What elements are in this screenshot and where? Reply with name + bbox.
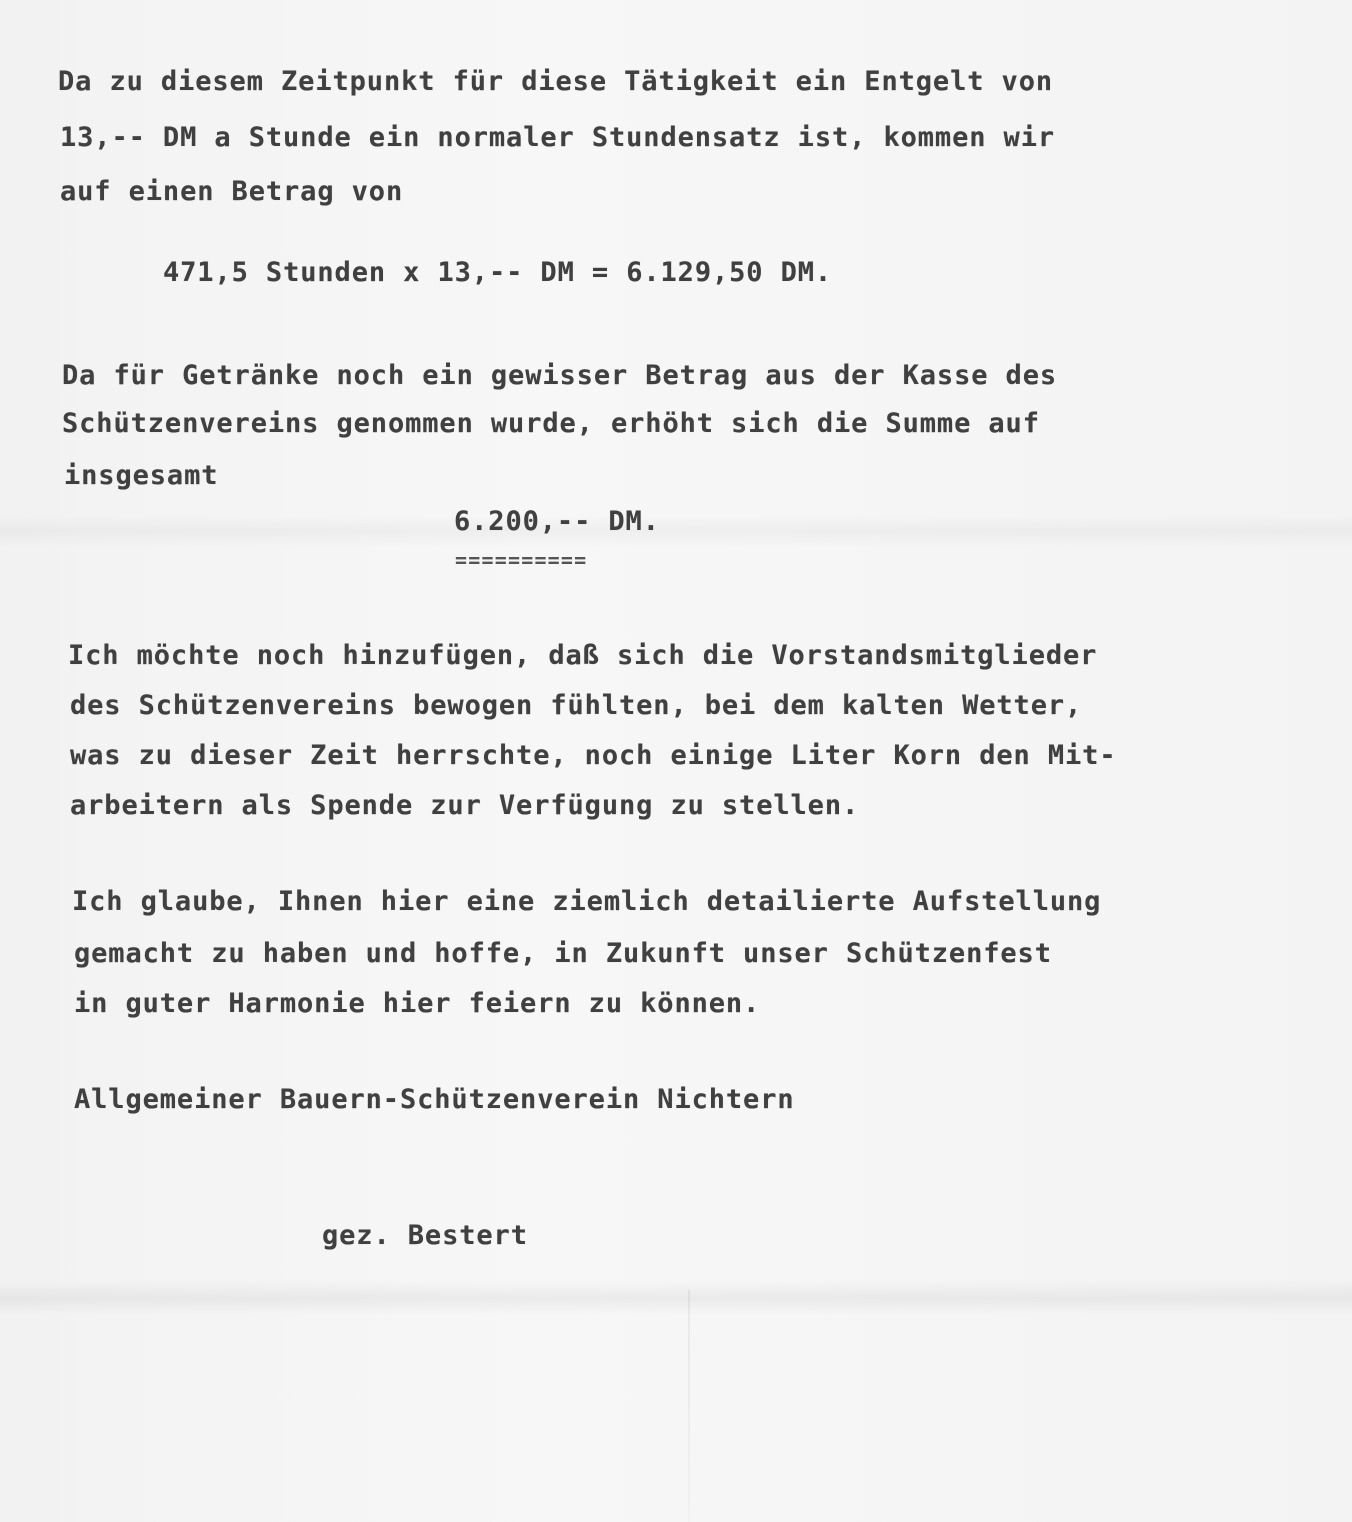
paper-fold bbox=[688, 1290, 690, 1522]
sender-name: Allgemeiner Bauern-Schützenverein Nichtern bbox=[74, 1084, 795, 1115]
paragraph2-line2: Schützenvereins genommen wurde, erhöht sich die Summe auf bbox=[62, 408, 1040, 439]
total-amount: 6.200,-- DM. bbox=[454, 506, 660, 537]
calculation-line: 471,5 Stunden x 13,-- DM = 6.129,50 DM. bbox=[163, 257, 833, 288]
paragraph1-line1: Da zu diesem Zeitpunkt für diese Tätigkeit ein Entgelt von bbox=[58, 66, 1054, 97]
paragraph1-line3: auf einen Betrag von bbox=[60, 176, 404, 207]
paragraph3-line3: was zu dieser Zeit herrschte, noch einige Liter Korn den Mit- bbox=[70, 740, 1117, 771]
paragraph3-line4: arbeitern als Spende zur Verfügung zu stellen. bbox=[70, 790, 860, 821]
paragraph2-line1: Da für Getränke noch ein gewisser Betrag aus der Kasse des bbox=[62, 360, 1058, 391]
paragraph2-line3: insgesamt bbox=[64, 460, 219, 491]
paragraph1-line2: 13,-- DM a Stunde ein normaler Stundensatz ist, kommen wir bbox=[60, 122, 1056, 153]
paragraph3-line1: Ich möchte noch hinzufügen, daß sich die Vorstandsmitglieder bbox=[68, 640, 1098, 671]
signature: gez. Bestert bbox=[322, 1220, 528, 1251]
paragraph4-line3: in guter Harmonie hier feiern zu können. bbox=[74, 988, 761, 1019]
paragraph4-line2: gemacht zu haben und hoffe, in Zukunft unser Schützenfest bbox=[74, 938, 1052, 969]
total-double-underline: ========== bbox=[455, 548, 588, 572]
paragraph3-line2: des Schützenvereins bewogen fühlten, bei dem kalten Wetter, bbox=[70, 690, 1083, 721]
paragraph4-line1: Ich glaube, Ihnen hier eine ziemlich detailierte Aufstellung bbox=[72, 886, 1102, 917]
